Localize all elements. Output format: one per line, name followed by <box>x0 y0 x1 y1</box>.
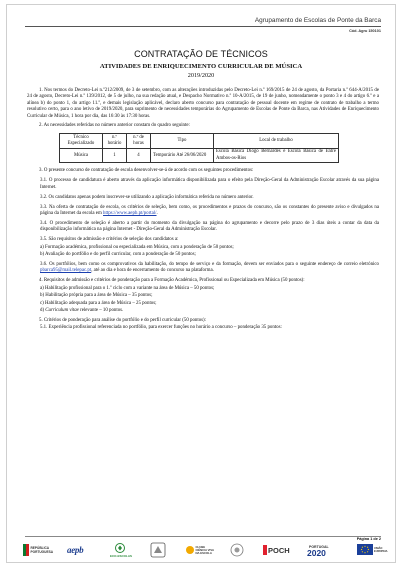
paragraph-3-6-end: , até ao dia e hora de encerramento do concurso na plataforma. <box>91 268 214 274</box>
svg-text:CIÊNCIA VIVA: CIÊNCIA VIVA <box>195 548 214 552</box>
svg-text:aepb: aepb <box>67 545 84 555</box>
header-cell: Local de trabalho <box>214 134 339 148</box>
svg-text:EUROPEIA: EUROPEIA <box>374 550 388 553</box>
table-row <box>60 148 339 162</box>
paragraph-1: 1. Nos termos do Decreto-Lei n.º212/2009, de 3 de setembro, com as alterações introduzidas pelo Decreto-Lei n.º 169/2015 de 24 de agosto, da Portaria n.º 644-A/2015 de 24 de agosto, Decreto-Lei n.º 139/2012, de 5 de julho, na sua redação atual, e Despacho Normativo n.º 10-A/2015, de 19 de junho, nomeadamente o ponto 3 e 4 do artigo 6.º e a alínea b) do ponto 1, do artigo 11.º, e demais legislação aplicável, declaro aberto concurso para contratação de pessoal docente em regime de contrato de trabalho a termo resolutivo certo, para o ano letivo de 2019/2020, para suprimento de necessidades temporárias do Agrupamento de Escolas de Ponte da Barca, nas Atividades de Enriquecimento Curricular de Música, 1 hora por dia, das 16:30 às 17:30 horas. <box>27 88 379 119</box>
paragraph-3: 3. O presente concurso de contratação de escola desenvolver-se-á de acordo com os seguintes procedimentos: <box>39 168 254 174</box>
school-website-link[interactable]: https://www.aepb.pt/portal/ <box>103 211 157 217</box>
criterion-4-c: c) Habilitação adequada para a área de Música – 25 pontos; <box>40 300 157 306</box>
paragraph-3-6-text: 3.6. Os portfólios, bem como os comprovativos da habilitação, do tempo de serviço e da formação, devem ser enviados para o seguinte endereço de correio eletrónico <box>40 262 379 268</box>
svg-text:REPÚBLICA: REPÚBLICA <box>30 546 50 550</box>
svg-text:UNIÃO: UNIÃO <box>374 547 383 550</box>
school-name: Agrupamento de Escolas de Ponte da Barca <box>254 17 381 24</box>
svg-text:POCH: POCH <box>268 546 290 555</box>
paragraph-3-4: 3.4. O procedimento de seleção é aberto a partir do momento da divulgação na página do agrupamento e decorre pelo prazo de 3 dias úteis a contar da data da disponibilização informática na página Internet - Direção-Geral da Administração Escolar. <box>40 221 379 233</box>
poch-logo <box>263 542 289 558</box>
paragraph-3-3 <box>40 205 379 218</box>
email-link[interactable]: pbarca95@mail.telepac.pt <box>40 268 92 274</box>
svg-text:PORTUGUESA: PORTUGUESA <box>30 550 53 554</box>
criterion-4-a: a) Habilitação profissional para o 1.º ciclo com a variante na área de Música – 50 pontos; <box>40 285 215 291</box>
criterion-4-d-prefix: d) <box>40 307 46 313</box>
footer-logos <box>23 541 388 559</box>
svg-text:NA ESCOLA: NA ESCOLA <box>195 551 212 555</box>
paragraph-5: 5. Critérios de ponderação para análise do portfólio e do perfil curricular (50 pontos): <box>39 317 207 323</box>
criterion-3-5-b: b) Avaliação do portfólio e do perfil curricular, com a ponderação de 50 pontos; <box>40 252 196 258</box>
school-code: Cód. Agru 150101 <box>349 29 381 33</box>
document-page <box>6 4 396 563</box>
criterion-4-d-italic: Curriculum vitae <box>45 307 79 313</box>
paragraph-3-3-text: 3.3. Na oferta de contratação de escola, os critérios de seleção, bem como, os procedimentos e prazos do concurso, são os constantes do presente aviso e divulgados na página da Internet da escola em <box>40 204 379 217</box>
paragraph-3-1: 3.1. O processo de candidatura é aberto através da aplicação informática disponibilizada para o efeito pela Direção-Geral da Administração Escolar através da sua página Internet. <box>40 178 379 190</box>
svg-text:PORTUGAL: PORTUGAL <box>309 545 329 549</box>
uniao-europeia-logo <box>357 542 388 558</box>
needs-table <box>59 133 339 163</box>
table-cell: 4 <box>127 148 151 162</box>
footer-rule <box>25 536 381 537</box>
clube-ciencia-viva-logo <box>185 542 214 558</box>
criterion-4-d-suffix: relevante – 10 pontos. <box>78 307 124 313</box>
header-cell: Técnico Especializado <box>60 134 103 148</box>
partner-emblem-logo <box>228 542 246 558</box>
header-rule <box>25 26 381 27</box>
header-cell: Tipo <box>151 134 214 148</box>
svg-text:2020: 2020 <box>307 548 326 558</box>
svg-text:ECO-ESCOLAS: ECO-ESCOLAS <box>110 554 133 558</box>
aepb-logo <box>66 542 92 558</box>
needs-table-header <box>60 134 339 148</box>
republica-portuguesa-logo <box>23 542 53 558</box>
eco-escolas-logo <box>109 542 131 558</box>
document-body <box>27 88 379 335</box>
paragraph-3-6 <box>40 262 379 275</box>
criterion-4-d <box>40 308 379 314</box>
svg-text:CLUBE: CLUBE <box>195 545 206 549</box>
criterion-3-5-a: a) Formação académica, profissional ou especializada em Música, com a ponderação de 50 pontos; <box>40 244 234 250</box>
document-subtitle: ATIVIDADES DE ENRIQUECIMENTO CURRICULAR DE MÚSICA <box>99 63 303 70</box>
school-year: 2019/2020 <box>187 72 215 79</box>
header-cell: n.º horário <box>103 134 127 148</box>
paragraph-5-1: 5.1. Experiência profissional referenciada no portfólio, para exercer funções no horário a concurso – ponderação 35 pontos: <box>40 325 282 331</box>
paragraph-3-2: 3.2. Os candidatos apenas podem inscrever-se utilizando a aplicação informática referida no número anterior. <box>40 194 254 200</box>
header-cell: n.º de horas <box>127 134 151 148</box>
paragraph-3-5: 3.5. São requisitos de admissão e critérios de seleção dos candidatos a: <box>40 237 179 243</box>
document-title: CONTRATAÇÃO DE TÉCNICOS <box>134 49 268 59</box>
page-number: Página 1 de 2 <box>356 537 381 541</box>
portugal-2020-logo <box>306 542 340 558</box>
paragraph-2: 2. As necessidades referidas no número anterior constam do quadro seguinte: <box>39 123 190 129</box>
school-emblem-logo <box>148 542 168 558</box>
table-cell: Temporário Até 26/06/2020 <box>151 148 214 162</box>
table-cell: 1 <box>103 148 127 162</box>
paragraph-3-3-end: . <box>156 211 158 217</box>
table-cell: Música <box>60 148 103 162</box>
criterion-4-b: b) Habilitação própria para a área de Música – 35 pontos; <box>40 293 153 299</box>
paragraph-4: 4. Requisitos de admissão e critérios de ponderação para a Formação Académica, Profissional ou Especializada em Música (50 pontos): <box>39 278 305 284</box>
table-cell: Escola Básica Diogo Bernardes e Escola Básica de Entre Ambos-os-Rios <box>214 148 339 162</box>
